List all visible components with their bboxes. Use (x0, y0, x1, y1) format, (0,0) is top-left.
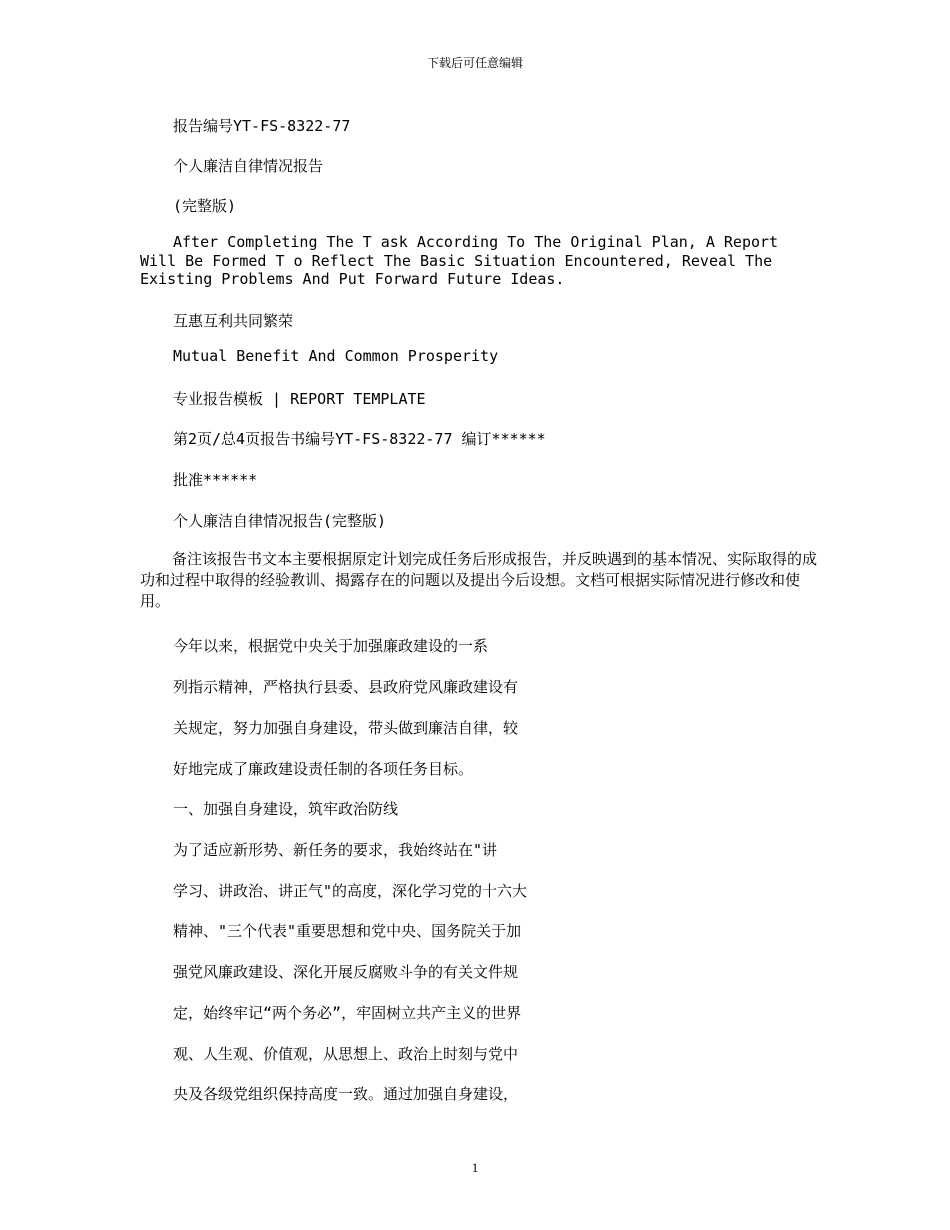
section-heading: 一、加强自身建设，筑牢政治防线 (173, 800, 399, 818)
report-number: 报告编号YT-FS-8322-77 (173, 117, 351, 135)
body-line: 强党风廉政建设、深化开展反腐败斗争的有关文件规 (173, 963, 519, 981)
body-line: 精神、"三个代表"重要思想和党中央、国务院关于加 (173, 922, 522, 940)
body-line: 今年以来，根据党中央关于加强廉政建设的一系 (173, 637, 489, 655)
page-header: 下载后可任意编辑 (426, 56, 523, 70)
body-line: 列指示精神，严格执行县委、县政府党风廉政建设有 (173, 678, 519, 696)
approval-line: 批准****** (173, 471, 258, 489)
template-label: 专业报告模板 | REPORT TEMPLATE (173, 390, 426, 408)
body-line: 为了适应新形势、新任务的要求，我始终站在"讲 (173, 841, 498, 859)
note-paragraph: 备注该报告书文本主要根据原定计划完成任务后形成报告，并反映遇到的基本情况、实际取得的成功和过程中取得的经验教训、揭露存在的问题以及提出今后设想。文档可根据实际情况进行修改和使用。 (140, 550, 818, 610)
slogan-chinese: 互惠互利共同繁荣 (173, 312, 294, 330)
page-info-line: 第2页/总4页报告书编号YT-FS-8322-77 编订****** (173, 430, 546, 448)
report-title: 个人廉洁自律情况报告 (173, 157, 324, 175)
slogan-english: Mutual Benefit And Common Prosperity (173, 347, 499, 365)
body-line: 央及各级党组织保持高度一致。通过加强自身建设， (173, 1085, 519, 1103)
body-line: 学习、讲政治、讲正气"的高度，深化学习党的十六大 (173, 882, 528, 900)
body-line: 观、人生观、价值观，从思想上、政治上时刻与党中 (173, 1045, 519, 1063)
body-line: 好地完成了廉政建设责任制的各项任务目标。 (173, 760, 474, 778)
document-title: 个人廉洁自律情况报告(完整版) (173, 512, 387, 530)
report-edition: (完整版) (173, 197, 237, 215)
english-summary-paragraph: After Completing The T ask According To The Original Plan, A Report Will Be Formed T o Reflect The Basic Situation Encountered, Reveal The Existing Problems And Put Forward Future Ideas. (140, 233, 779, 288)
body-line: 定，始终牢记“两个务必”，牢固树立共产主义的世界 (173, 1004, 522, 1022)
page-number: 1 (471, 1160, 479, 1175)
body-line: 关规定，努力加强自身建设，带头做到廉洁自律，较 (173, 719, 519, 737)
